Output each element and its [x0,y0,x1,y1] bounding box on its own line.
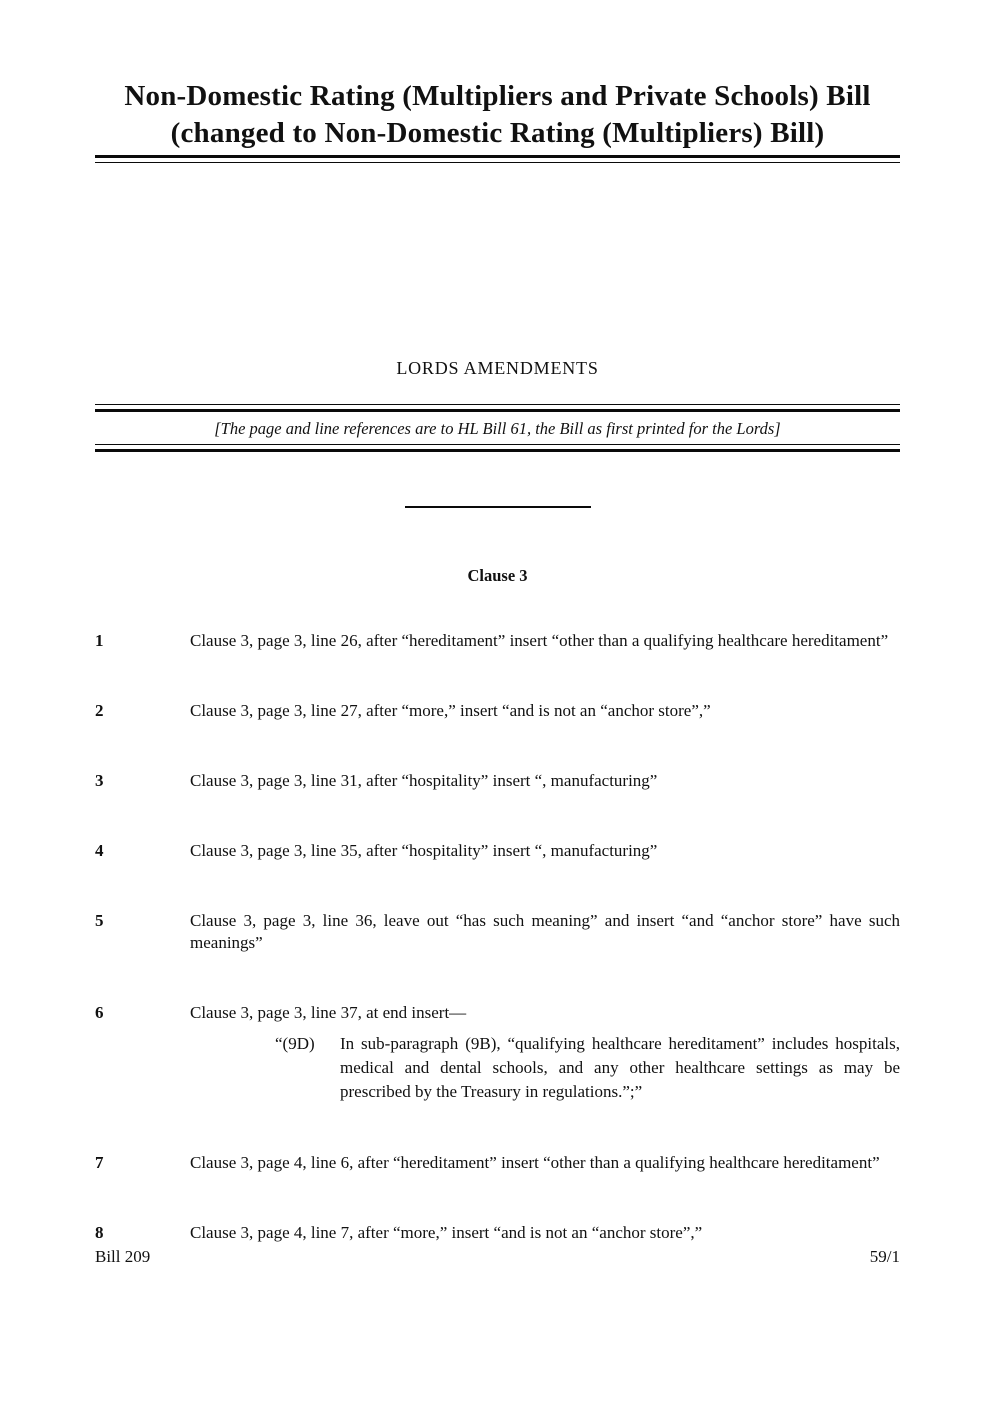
page-footer [95,1246,900,1268]
document-title-line-1: Non-Domestic Rating (Multipliers and Private Schools) Bill [124,80,871,112]
bill-number: Bill 209 [95,1247,151,1266]
amendment-item-1 [95,630,900,652]
amendment-item-3 [95,770,900,792]
subparagraph-text: In sub-paragraph (9B), “qualifying healthcare hereditament” includes hospitals, medical and dental schools, and any other healthcare settings as may be prescribed by the Treasury in regulations.”;” [340,1034,900,1101]
amendment-text [190,1002,900,1104]
amendment-number: 2 [95,701,104,720]
amendment-item-8 [95,1222,900,1244]
amendment-item-2 [95,700,900,722]
amendment-text: Clause 3, page 3, line 31, after “hospitality” insert “, manufacturing” [190,771,658,790]
amendments-list [95,630,900,1244]
subparagraph-label: “(9D) [275,1034,315,1053]
amendment-item-5 [95,910,900,954]
amendment-number: 5 [95,911,104,930]
amendment-text: Clause 3, page 4, line 6, after “hereditament” insert “other than a qualifying healthcare hereditament” [190,1153,880,1172]
reference-note-rule-bottom [95,444,900,452]
amendment-number: 4 [95,841,104,860]
amendment-text: Clause 3, page 3, line 36, leave out “has such meaning” and insert “and “anchor store” have such meanings” [190,911,900,952]
amendment-number: 6 [95,1003,104,1022]
amendment-text: Clause 3, page 4, line 7, after “more,” insert “and is not an “anchor store”,” [190,1223,703,1242]
reference-note-text: [The page and line references are to HL Bill 61, the Bill as first printed for the Lords] [214,419,781,438]
amendment-item-7 [95,1152,900,1174]
page-reference: 59/1 [869,1247,900,1266]
title-double-rule [95,155,900,163]
amendment-item-4 [95,840,900,862]
amendment-item-6 [95,1002,900,1104]
lords-amendments-heading: LORDS AMENDMENTS [396,358,599,378]
reference-note-box [95,404,900,452]
amendment-number: 7 [95,1153,104,1172]
amendment-lead-text: Clause 3, page 3, line 37, at end insert— [190,1003,467,1022]
reference-note-rule-top [95,404,900,412]
section-divider-line [405,506,591,508]
amendment-number: 1 [95,631,104,650]
amendment-text: Clause 3, page 3, line 27, after “more,” insert “and is not an “anchor store”,” [190,701,711,720]
document-title [95,78,900,152]
document-title-line-2: (changed to Non-Domestic Rating (Multipliers) Bill) [170,117,825,149]
amendment-text: Clause 3, page 3, line 26, after “hereditament” insert “other than a qualifying healthcare hereditament” [190,631,889,650]
amendment-number: 3 [95,771,104,790]
amendment-text: Clause 3, page 3, line 35, after “hospitality” insert “, manufacturing” [190,841,658,860]
clause-heading: Clause 3 [467,566,528,585]
inserted-subparagraph [275,1032,900,1104]
amendment-number: 8 [95,1223,104,1242]
